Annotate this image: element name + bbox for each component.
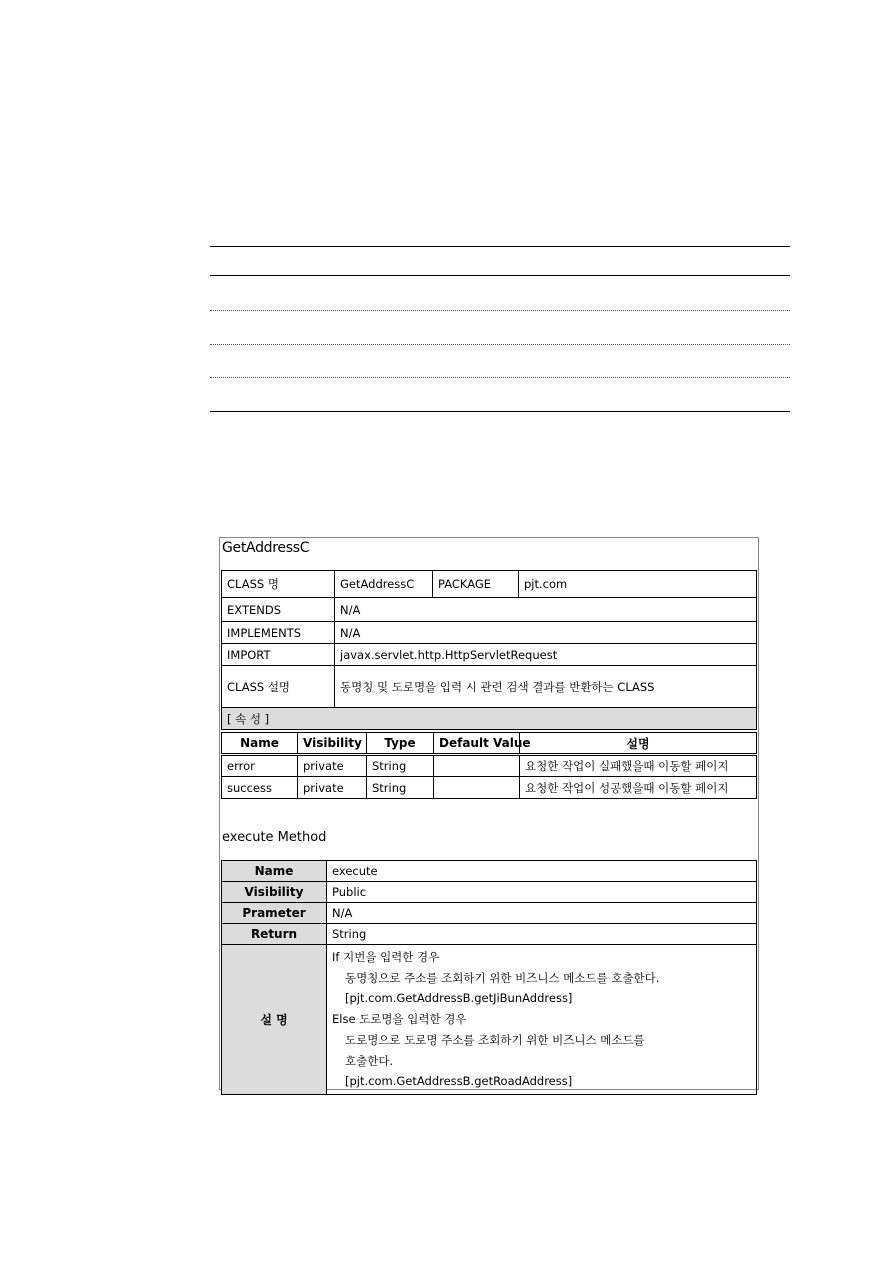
method-title: execute Method <box>222 830 327 845</box>
top-rule-2 <box>210 275 790 276</box>
class-spec-panel <box>219 537 759 1090</box>
attr-visibility: private <box>298 777 367 799</box>
attr-desc: 요청한 작업이 성공했을때 이동할 페이지 <box>520 777 757 799</box>
extends-label: EXTENDS <box>222 598 335 622</box>
package-label: PACKAGE <box>433 571 519 598</box>
attr-type: String <box>367 755 434 777</box>
package-value: pjt.com <box>519 571 757 598</box>
class-desc-label: CLASS 설명 <box>222 666 335 708</box>
bottom-rule <box>210 411 790 412</box>
table-row <box>222 777 757 799</box>
method-parameter-label: Prameter <box>222 903 327 924</box>
desc-line: Else 도로명을 입력한 경우 <box>332 1012 467 1027</box>
import-value: javax.servlet.http.HttpServletRequest <box>335 644 757 666</box>
method-name-label: Name <box>222 861 327 882</box>
top-rule-1 <box>210 246 790 247</box>
attr-visibility: private <box>298 755 367 777</box>
class-name-label: CLASS 명 <box>222 571 335 598</box>
attr-default <box>434 755 520 777</box>
desc-line: 도로명으로 도로명 주소를 조회하기 위한 비즈니스 메소드를 <box>345 1032 645 1047</box>
method-desc-value <box>327 945 757 1095</box>
implements-label: IMPLEMENTS <box>222 622 335 644</box>
attr-default <box>434 777 520 799</box>
desc-line: 호출한다. <box>345 1053 394 1068</box>
implements-value: N/A <box>335 622 757 644</box>
attr-header-desc: 설명 <box>520 733 757 755</box>
attr-name: success <box>222 777 298 799</box>
dotted-rule-2 <box>210 344 790 345</box>
dotted-rule-1 <box>210 310 790 311</box>
method-desc-label: 설 명 <box>222 945 327 1095</box>
import-label: IMPORT <box>222 644 335 666</box>
attr-header-visibility: Visibility <box>298 733 367 755</box>
method-table <box>221 860 757 1095</box>
desc-line: If 지번을 입력한 경우 <box>332 950 440 964</box>
attr-header-type: Type <box>367 733 434 755</box>
method-return-value: String <box>327 924 757 945</box>
attr-name: error <box>222 755 298 777</box>
table-row <box>222 755 757 777</box>
method-visibility-label: Visibility <box>222 882 327 903</box>
attr-desc: 요청한 작업이 실패했을때 이동할 페이지 <box>520 755 757 777</box>
desc-line: [pjt.com.GetAddressB.getRoadAddress] <box>345 1074 573 1089</box>
desc-line: [pjt.com.GetAddressB.getJiBunAddress] <box>345 991 573 1006</box>
attr-header-name: Name <box>222 733 298 755</box>
class-desc-value: 동명칭 및 도로명을 입력 시 관련 검색 결과를 반환하는 CLASS <box>335 666 757 708</box>
desc-line: 동명칭으로 주소를 조회하기 위한 비즈니스 메소드를 호출한다. <box>345 970 660 985</box>
dotted-rule-3 <box>210 377 790 378</box>
class-name-value: GetAddressC <box>335 571 433 598</box>
method-parameter-value: N/A <box>327 903 757 924</box>
method-visibility-value: Public <box>327 882 757 903</box>
class-info-table <box>221 570 757 730</box>
attr-header-default: Default Value <box>434 733 520 755</box>
method-name-value: execute <box>327 861 757 882</box>
extends-value: N/A <box>335 598 757 622</box>
method-return-label: Return <box>222 924 327 945</box>
panel-title: GetAddressC <box>222 540 310 556</box>
attributes-section-header: [ 속 성 ] <box>222 708 757 730</box>
attributes-table <box>221 732 757 799</box>
attr-type: String <box>367 777 434 799</box>
